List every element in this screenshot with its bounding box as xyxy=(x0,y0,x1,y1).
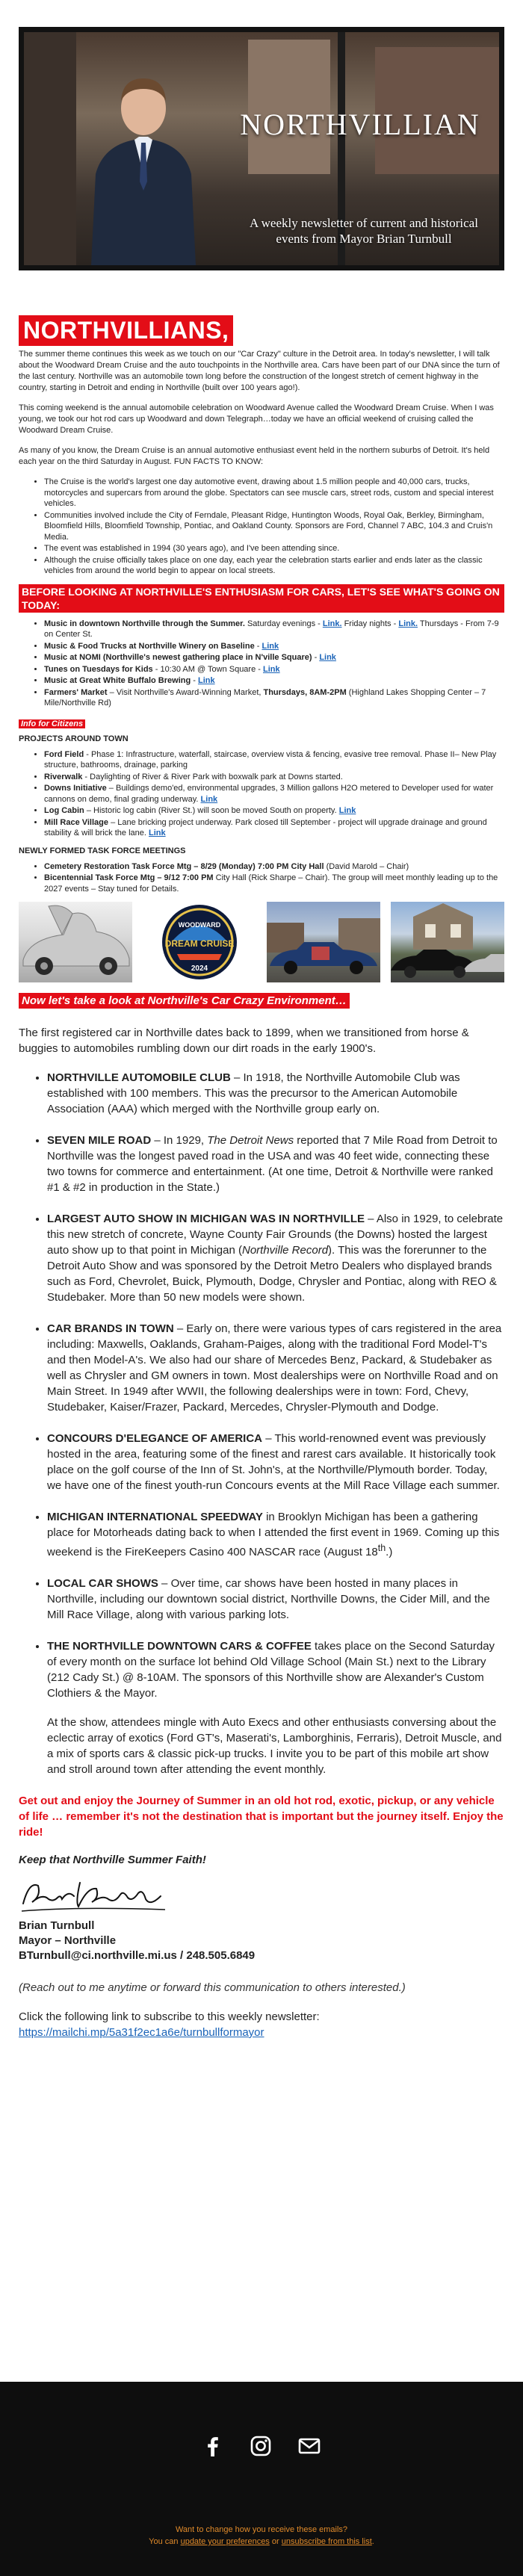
photo-strip xyxy=(19,902,504,982)
event-item: • Farmers' Market – Visit Northville's Award-Winning Market, Thursdays, 8AM-2PM (Highland Lakes Shopping Center – 7 Mile/Northville Rd) xyxy=(44,687,504,709)
event-link[interactable]: Link xyxy=(262,641,279,651)
subscribe-text: Click the following link to subscribe to this weekly newsletter: https://mailchi.mp/5a31f2ec1a6e/turnbullformayor xyxy=(19,2010,320,2039)
reach-out-note: (Reach out to me anytime or forward this communication to others interested.) xyxy=(19,1981,406,1994)
event-item: • Music in downtown Northville through the Summer. Saturday evenings - Link. Friday nights - Link. Thursdays - From 7-9 on Center St. xyxy=(44,619,504,640)
event-item: • Music at NOMI (Northville's newest gathering place in N'ville Square) - Link xyxy=(44,652,504,663)
event-item: • Music at Great White Buffalo Brewing - Link xyxy=(44,675,504,687)
history-item: • MICHIGAN INTERNATIONAL SPEEDWAY in Brooklyn Michigan has been a gathering place for Motorheads dating back to when I attended the first event in 1969. Coming up this weekend is the FireKeepers Casino 400 NASCAR race (August 18th.) xyxy=(47,1509,504,1560)
meeting-item: • Bicentennial Task Force Mtg – 9/12 7:00 PM City Hall (Rick Sharpe – Chair). The group will meet monthly leading up to the 2027 events – Stay tuned for Details. xyxy=(44,873,504,894)
event-link[interactable]: Link xyxy=(197,676,215,685)
dream-cruise-logo xyxy=(143,902,256,982)
history-item: • LARGEST AUTO SHOW IN MICHIGAN WAS IN NORTHVILLE – Also in 1929, to celebrate this new stretch of concrete, Wayne County Fair Grounds (the Downs) hosted the largest auto show up to that point in Michigan (Northville Record). This was the forerunner to the Detroit Auto Show and was sponsored by the Detroit Metro Dealers who displayed brands such as Ford, Chevrolet, Buick, Plymouth, Dodge, Chrysler and Pontiac, along with REO & Studebaker. More than 50 new models were shown. xyxy=(47,1211,504,1305)
facebook-icon[interactable] xyxy=(202,2436,223,2456)
fact-item: • The event was established in 1994 (30 years ago), and I've been attending since. xyxy=(44,543,504,554)
signature-block xyxy=(19,1919,504,1963)
intro-paragraph-3: As many of you know, the Dream Cruise is an annual automotive enthusiast event held in the northern suburbs of Detroit. It's held each year on the third Saturday in August. FUN FACTS TO KNOW: xyxy=(19,446,490,466)
closing-message: Get out and enjoy the Journey of Summer in an old hot rod, exotic, pickup, or any vehicle of life … remember it's not the destination that is important but the journey itself. Enjoy the ride! xyxy=(19,1795,504,1839)
social-links xyxy=(0,2436,523,2456)
events-list xyxy=(19,619,504,709)
fact-item: • The Cruise is the world's largest one day automotive event, drawing about 1.5 million people and 40,000 cars, trucks, motorcycles and supercars from around the globe. Spectators can see muscle cars, street rods, custom and special interest vehicles. xyxy=(44,477,504,510)
closing-motto: Keep that Northville Summer Faith! xyxy=(19,1854,206,1866)
footer-question: Want to change how you receive these emails? xyxy=(175,2525,348,2534)
history-item: • THE NORTHVILLE DOWNTOWN CARS & COFFEE takes place on the Second Saturday of every month on the surface lot behind Old Village School (Main St.) next to the Library (212 Cady St.) @ 8-10AM. The sponsors of this Northville show are Alexander's Custom Clothiers & the Mayor. At the show, attendees mingle with Auto Execs and other enthusiasts conversing about the eclectic array of exotics (Ford GT's, Maserati's, Lamborghinis, Ferraris), Detroit Muscle, and a mix of sports cars & classic pick-up trucks. I invite you to be part of this mobile art show and stroll around town after attending the event monthly. xyxy=(47,1638,504,1777)
car-history-list xyxy=(19,1070,504,1777)
event-item: • Tunes on Tuesdays for Kids - 10:30 AM @ Town Square - Link xyxy=(44,664,504,675)
project-link[interactable]: Link xyxy=(200,794,218,804)
update-preferences-link[interactable]: update your preferences xyxy=(180,2537,270,2546)
intro-paragraph-1: The summer theme continues this week as we touch on our "Car Crazy" culture in the Detroit area. In today's newsletter, I will talk about the Woodward Dream Cruise and the auto touchpoints in the Northville area. Cars have been part of our DNA since the turn of the last century. Northville was an automobile town long before the construction of the longest stretch of cement highway in the country, starting in Detroit and ending in Northville (built over 100 years ago!). xyxy=(19,350,500,392)
meetings-list xyxy=(19,861,504,895)
history-item: • NORTHVILLE AUTOMOBILE CLUB – In 1918, the Northville Automobile Club was established with 100 members. This was the precursor to the American Automobile Association (AAA) which merged with the Northville group early on. xyxy=(47,1070,504,1117)
footer xyxy=(0,2382,523,2576)
svg-text:DREAM CRUISE: DREAM CRUISE xyxy=(164,938,235,949)
intro-paragraph-2: This coming weekend is the annual automobile celebration on Woodward Avenue called the Woodward Dream Cruise. When I was young, we took our hot rod cars up Woodward and down Telegraph…today we have an official weekend of cruising called the Woodward Dream Cruise. xyxy=(19,403,494,435)
signer-name: Brian Turnbull xyxy=(19,1919,95,1932)
project-item: • Ford Field - Phase 1: Infrastructure, waterfall, staircase, overview vista & fencing, evasive tree removal. Phase II– New Play structure, bathrooms, drainage, parking xyxy=(44,749,504,771)
history-item: • CAR BRANDS IN TOWN – Early on, there were various types of cars registered in the area including: Maxwells, Oaklands, Graham-Paiges, along with the traditional Ford Model-T's and then Model-A's. We also had our share of Mercedes Benz, Packard, & Studebaker as well as Chrysler and GM owners in town. Most dealerships were on Northville Road and on Main Street. In 1949 after WWII, the following dealerships were in town: Ford, Chevy, Studebaker, Kaiser/Frazer, Packard, Mercedes, Chrysler-Plymouth and Dodge. xyxy=(47,1321,504,1415)
event-link[interactable]: Link xyxy=(263,664,280,674)
info-tag: Info for Citizens xyxy=(19,719,85,728)
cars-and-coffee-photo xyxy=(391,902,504,982)
history-item: • SEVEN MILE ROAD – In 1929, The Detroit News reported that 7 Mile Road from Detroit to Northville was the longest paved road in the USA and was 40 feet wide, connecting these two towns for commerce and entertainment. (At one time, Detroit & Northville were ranked #1 & #2 in production in the State.) xyxy=(47,1133,504,1195)
classic-gullwing-car-photo xyxy=(19,902,132,982)
project-link[interactable]: Link xyxy=(149,829,166,837)
email-icon[interactable] xyxy=(298,2436,321,2456)
signer-title: Mayor – Northville xyxy=(19,1934,117,1947)
car-environment-heading: Now let's take a look at Northville's Car Crazy Environment… xyxy=(19,993,350,1009)
car-history-lead: The first registered car in Northville dates back to 1899, when we transitioned from horse & buggies to automobiles rumbling down our dirt roads in the early 1900's. xyxy=(19,1027,469,1055)
event-link[interactable]: Link xyxy=(319,653,336,662)
fact-item: • Although the cruise officially takes place on one day, each year the celebration starts earlier and ends later as the classic vehicles from around the world begin to appear on local streets. xyxy=(44,555,504,577)
meeting-item: • Cemetery Restoration Task Force Mtg – 8/29 (Monday) 7:00 PM City Hall (David Marold – Chair) xyxy=(44,861,504,873)
car-show-street-photo xyxy=(267,902,380,982)
greeting-heading: NORTHVILLIANS, xyxy=(19,315,233,346)
history-item: • CONCOURS D'ELEGANCE OF AMERICA – This world-renowned event was previously hosted in the area, featuring some of the finest and rarest cars available. It historically took place on the golf course of the Inn of St. John's, at the Northville/Plymouth border. Today, we have one of the finest youth-run Concours events at the Mill Race Village each summer. xyxy=(47,1431,504,1493)
svg-text:2024: 2024 xyxy=(191,965,208,973)
history-item: • LOCAL CAR SHOWS – Over time, car shows have been hosted in many places in Northville, including our downtown social district, Northville Downs, the Cider Mill, and the Mill Race Village, along with various parking lots. xyxy=(47,1576,504,1623)
mayor-portrait xyxy=(76,62,211,265)
project-item: • Downs Initiative – Buildings demo'ed, environmental upgrades, 3 Million gallons H2O metered to Developer used for water cannons on demo, final grading underway. Link xyxy=(44,783,504,805)
unsubscribe-link[interactable]: unsubscribe from this list xyxy=(281,2537,372,2546)
project-item: • Mill Race Village – Lane bricking project underway. Park closed till September - project will upgrade drainage and ground stability & will brick the lane. Link xyxy=(44,817,504,839)
events-heading: BEFORE LOOKING AT NORTHVILLE'S ENTHUSIASM FOR CARS, LET'S SEE WHAT'S GOING ON TODAY: xyxy=(19,584,504,613)
newsletter-subtitle: A weekly newsletter of current and historical events from Mayor Brian Turnbull xyxy=(250,216,478,246)
projects-heading: PROJECTS AROUND TOWN xyxy=(19,734,129,743)
event-link[interactable]: Link. xyxy=(322,619,342,628)
footer-links: You can update your preferences or unsubscribe from this list. xyxy=(149,2537,374,2546)
svg-text:WOODWARD: WOODWARD xyxy=(178,921,221,929)
event-item: • Music & Food Trucks at Northville Winery on Baseline - Link xyxy=(44,641,504,652)
subscribe-link[interactable]: https://mailchi.mp/5a31f2ec1a6e/turnbullformayor xyxy=(19,2026,264,2039)
project-item: • Log Cabin – Historic log cabin (River St.) will soon be moved South on property. Link xyxy=(44,805,504,817)
newsletter xyxy=(19,0,504,2040)
signer-contact: BTurnbull@ci.northville.mi.us / 248.505.6849 xyxy=(19,1949,256,1962)
fun-facts-list xyxy=(19,477,504,577)
newsletter-title: NORTHVILLIAN xyxy=(240,108,480,141)
meetings-heading: NEWLY FORMED TASK FORCE MEETINGS xyxy=(19,846,186,855)
project-link[interactable]: Link xyxy=(338,806,356,815)
fact-item: • Communities involved include the City of Ferndale, Pleasant Ridge, Huntington Woods, Royal Oak, Berkley, Birmingham, Bloomfield Hills, Bloomfield Township, Pontiac, and Oakland County. Sponsors are Ford, Channel 7 ABC, 104.3 and Cruis'n Media. xyxy=(44,510,504,543)
event-link[interactable]: Link. xyxy=(398,619,418,628)
cars-coffee-extra: At the show, attendees mingle with Auto Execs and other enthusiasts conversing about the eclectic array of exotics (Ford GT's, Maserati's, Lamborghinis, Ferraris), Detroit Muscle, and a mix of sports cars & classic pick-up trucks. I invite you to be part of this mobile art show and stroll around town after attending the event monthly. xyxy=(47,1716,502,1776)
hero-banner xyxy=(19,27,504,270)
signature-image xyxy=(19,1877,504,1916)
project-item: • Riverwalk - Daylighting of River & River Park with boxwalk park at Downs started. xyxy=(44,772,504,783)
instagram-icon[interactable] xyxy=(250,2436,271,2456)
projects-list xyxy=(19,749,504,839)
